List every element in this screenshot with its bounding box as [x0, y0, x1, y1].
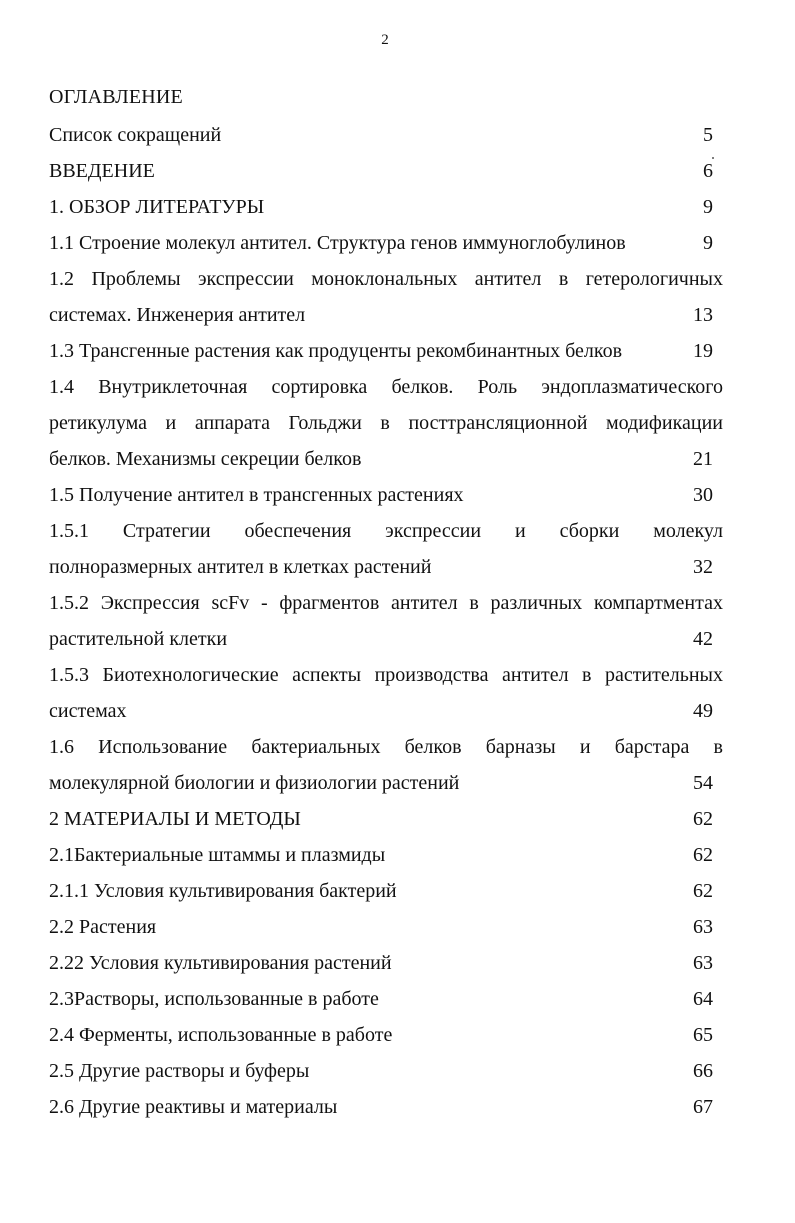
toc-row [49, 297, 723, 333]
toc-row-label: 1. ОБЗОР ЛИТЕРАТУРЫ [49, 196, 265, 218]
toc-row-page: 63 [693, 916, 713, 938]
toc-row [49, 189, 723, 225]
toc-row-label: системах. Инженерия антител [49, 304, 306, 326]
toc-row-label: 2.22 Условия культивирования растений [49, 952, 392, 974]
toc-row [49, 333, 723, 369]
toc-row [49, 369, 723, 405]
toc-row [49, 909, 723, 945]
toc-row [49, 549, 723, 585]
toc-row-label: 1.2 Проблемы экспрессии моноклональных антител в гетерологичных [49, 268, 723, 290]
toc-row-page: 9 [703, 196, 713, 218]
toc-row-label: 2.1Бактериальные штаммы и плазмиды [49, 844, 386, 866]
toc-row [49, 801, 723, 837]
toc-row [49, 477, 723, 513]
toc-row [49, 945, 723, 981]
toc-row-label: 2.1.1 Условия культивирования бактерий [49, 880, 397, 902]
toc-row-label: 2.4 Ферменты, использованные в работе [49, 1024, 393, 1046]
toc-row-page: 49 [693, 700, 713, 722]
page-number: 2 [381, 32, 389, 48]
toc-row-page: 6 [703, 160, 713, 182]
toc-row-label: белков. Механизмы секреции белков [49, 448, 362, 470]
toc-row-page: 65 [693, 1024, 713, 1046]
toc-row-page: 42 [693, 628, 713, 650]
toc-row-page: 62 [693, 808, 713, 830]
toc-row [49, 117, 723, 153]
toc-row-page: 21 [693, 448, 713, 470]
toc-row-label: 1.5.3 Биотехнологические аспекты производства антител в растительных [49, 664, 723, 686]
toc-row-label: 1.5.2 Экспрессия scFv - фрагментов антител в различных компартментах [49, 592, 723, 614]
toc-row [49, 621, 723, 657]
toc-row-page: 13 [693, 304, 713, 326]
toc-row-page: 64 [693, 988, 713, 1010]
toc-row [49, 585, 723, 621]
toc-row [49, 225, 723, 261]
toc-row-page: 30 [693, 484, 713, 506]
toc-row-page: 5 [703, 124, 713, 146]
toc-row [49, 261, 723, 297]
toc-row [49, 153, 723, 189]
toc-row-page: 32 [693, 556, 713, 578]
toc-row-page: 67 [693, 1096, 713, 1118]
scan-speck [712, 157, 714, 159]
toc-row-label: Список сокращений [49, 124, 222, 146]
toc-row-page: 9 [703, 232, 713, 254]
toc-row [49, 441, 723, 477]
toc-row [49, 405, 723, 441]
toc-row-label: 1.5 Получение антител в трансгенных растениях [49, 484, 464, 506]
toc-row-label: 2 МАТЕРИАЛЫ И МЕТОДЫ [49, 808, 301, 830]
toc-row-label: 1.3 Трансгенные растения как продуценты рекомбинантных белков [49, 340, 623, 362]
toc-row-label: ретикулума и аппарата Гольджи в посттрансляционной модификации [49, 412, 723, 434]
toc-row-label: 2.3Растворы, использованные в работе [49, 988, 379, 1010]
toc-row-label: 1.6 Использование бактериальных белков барназы и барстара в [49, 736, 723, 758]
toc-row-page: 19 [693, 340, 713, 362]
toc-row-page: 62 [693, 844, 713, 866]
toc-row-label: растительной клетки [49, 628, 228, 650]
toc-row [49, 981, 723, 1017]
toc-row [49, 837, 723, 873]
toc-row-label: 1.5.1 Стратегии обеспечения экспрессии и сборки молекул [49, 520, 723, 542]
toc-row [49, 693, 723, 729]
toc-row-page: 54 [693, 772, 713, 794]
toc-title: ОГЛАВЛЕНИЕ [49, 86, 183, 108]
toc-row [49, 765, 723, 801]
toc-row [49, 729, 723, 765]
toc-row-label: 1.4 Внутриклеточная сортировка белков. Роль эндоплазматического [49, 376, 723, 398]
toc-row-label: 2.5 Другие растворы и буферы [49, 1060, 310, 1082]
toc-row [49, 657, 723, 693]
toc-row-label: ВВЕДЕНИЕ [49, 160, 155, 182]
toc-row-label: системах [49, 700, 127, 722]
toc-row-label: 2.2 Растения [49, 916, 157, 938]
toc-row-label: молекулярной биологии и физиологии растений [49, 772, 460, 794]
toc-row [49, 1053, 723, 1089]
toc-row [49, 1089, 723, 1125]
toc-row-page: 63 [693, 952, 713, 974]
toc-row-page: 66 [693, 1060, 713, 1082]
toc-row-label: полноразмерных антител в клетках растений [49, 556, 432, 578]
toc-row-label: 2.6 Другие реактивы и материалы [49, 1096, 338, 1118]
toc-list [49, 117, 723, 1125]
toc-row-page: 62 [693, 880, 713, 902]
toc-row [49, 513, 723, 549]
toc-row-label: 1.1 Строение молекул антител. Структура генов иммуноглобулинов [49, 232, 626, 254]
toc-row [49, 873, 723, 909]
toc-row [49, 1017, 723, 1053]
